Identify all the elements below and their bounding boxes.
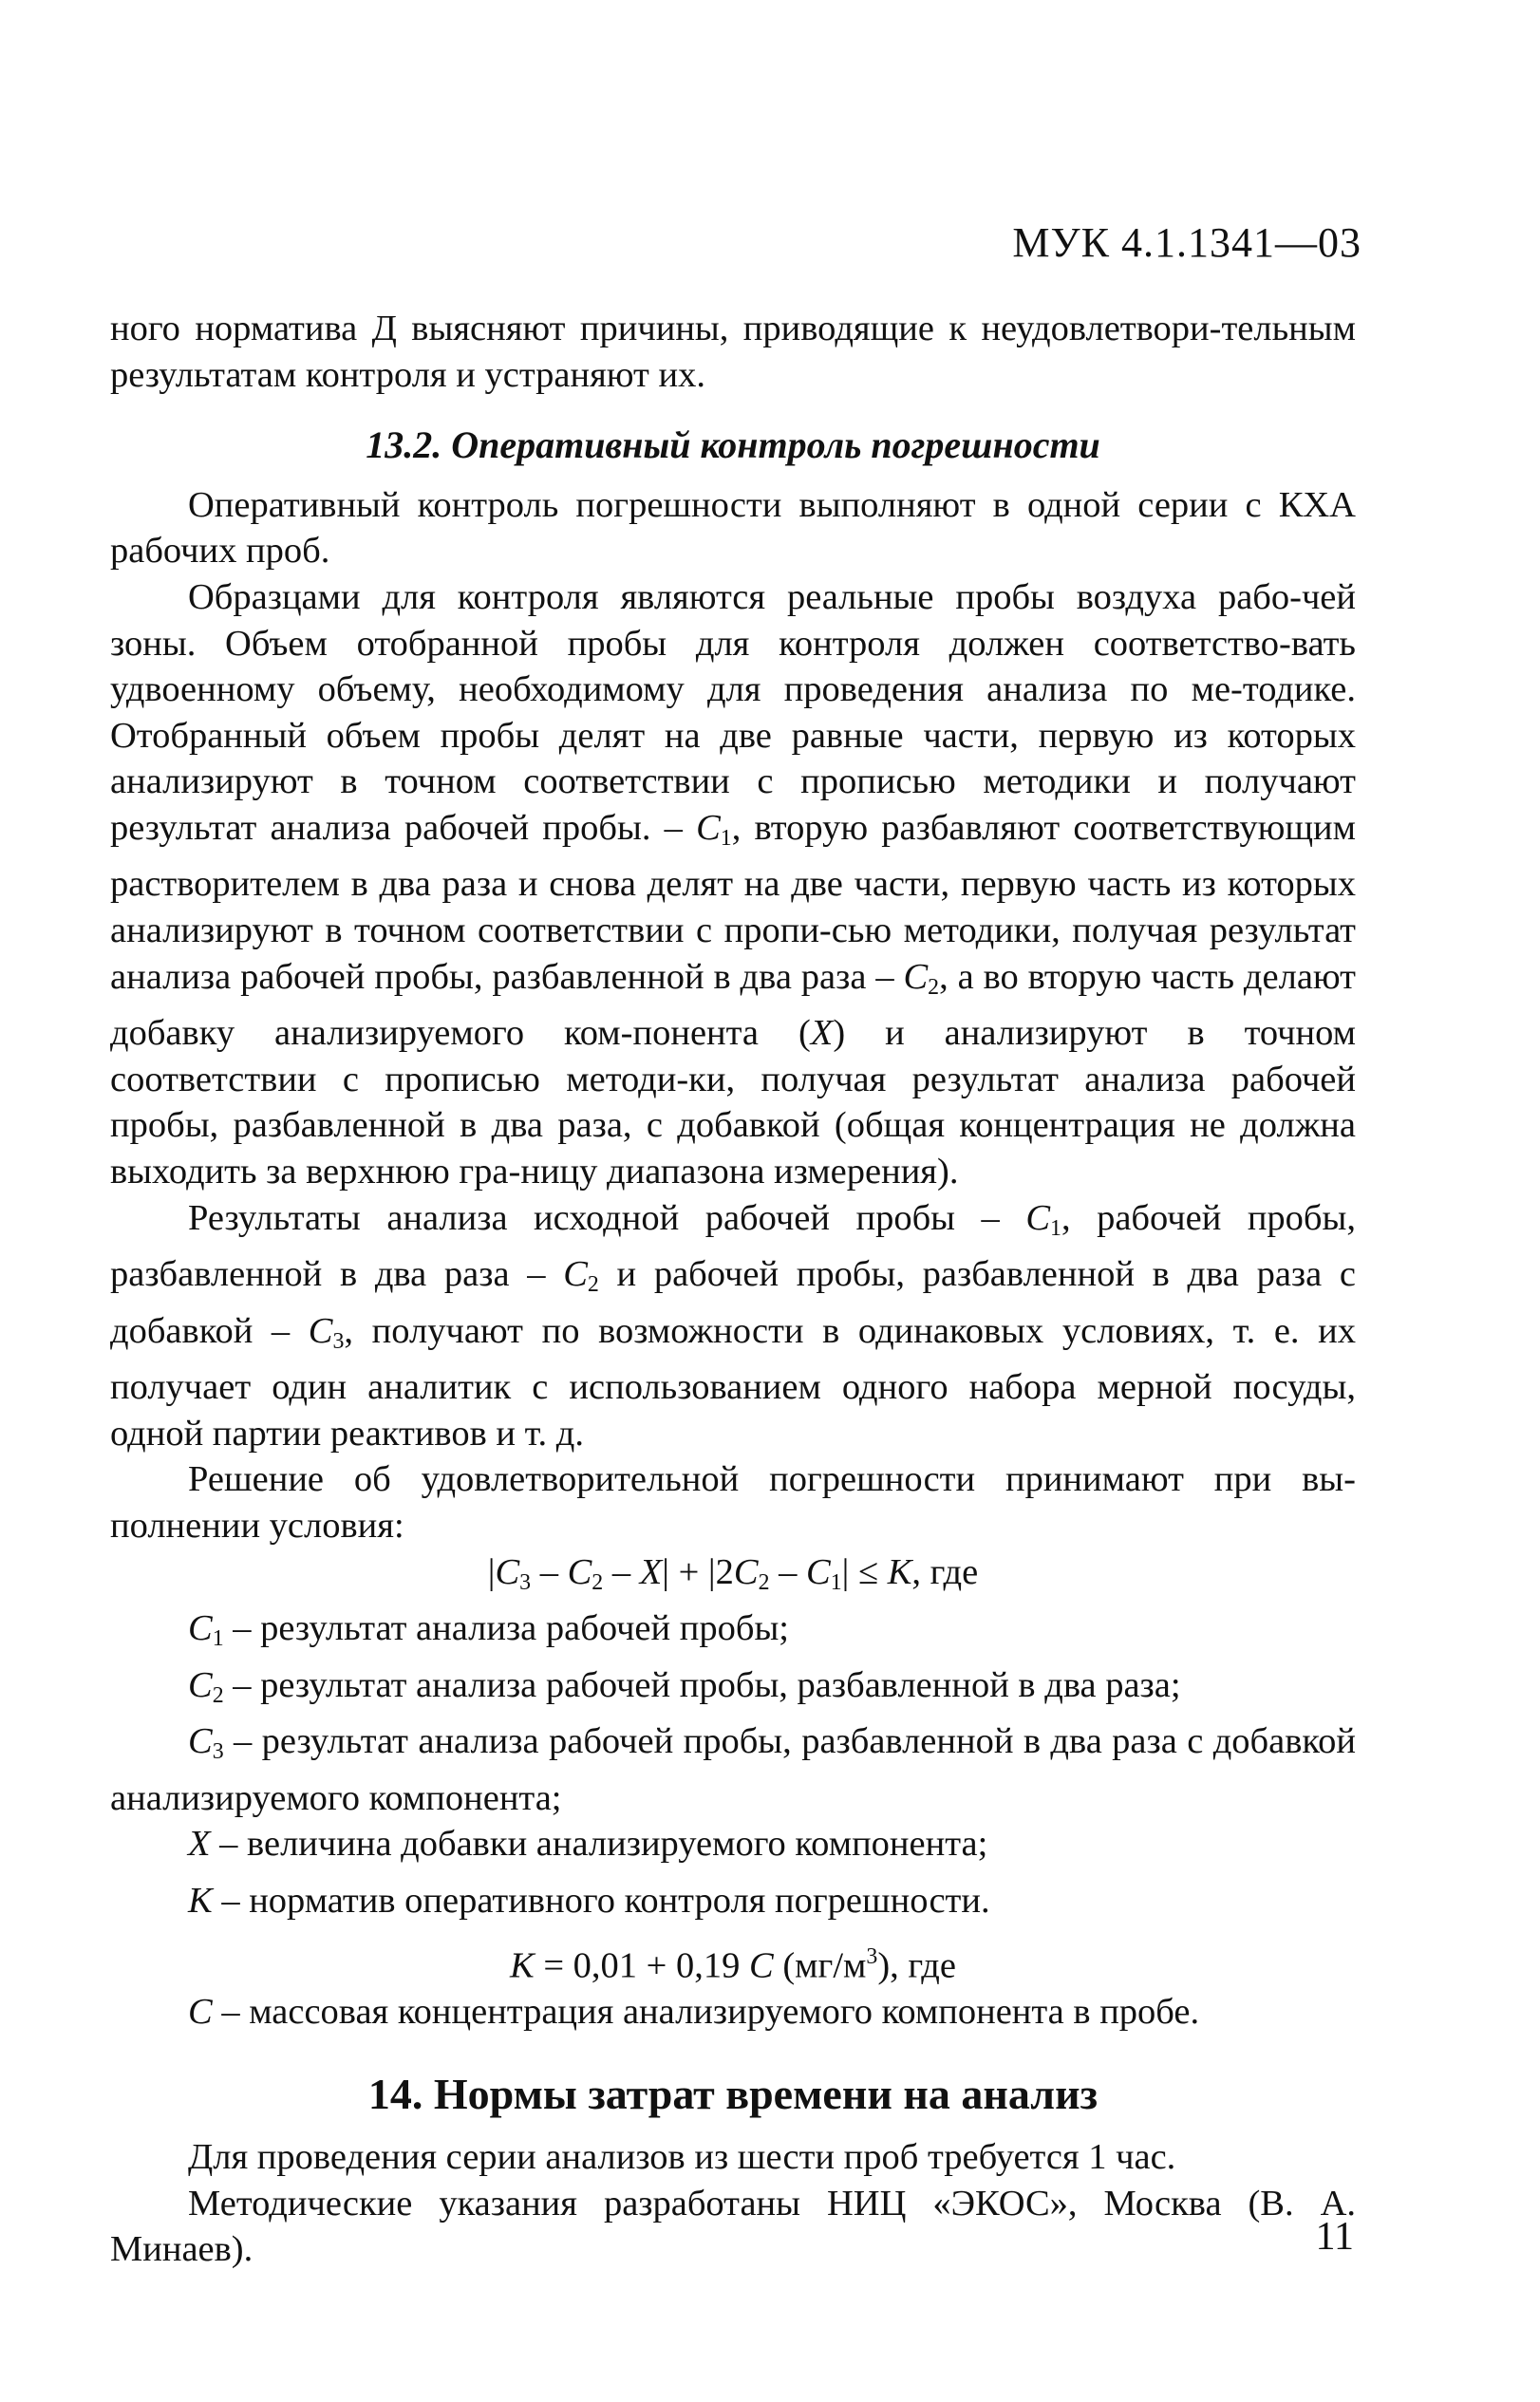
variable: C xyxy=(567,1551,592,1592)
text-fragment: , получают по возможности в одинаковых условиях, т. е. их получает один аналитик с использованием одного набора мерной посуды, одной партии реактивов и т. д. xyxy=(110,1310,1357,1454)
formula-part: (мг/м xyxy=(773,1945,867,1986)
formula-part: | ≤ xyxy=(841,1551,888,1592)
legend-item xyxy=(110,1878,1356,1935)
variable: C xyxy=(696,807,721,848)
paragraph-mass-concentration xyxy=(110,1989,1356,2036)
formula-part: = 0,01 + 0,19 xyxy=(534,1945,750,1986)
subscript: 3 xyxy=(212,1739,224,1765)
variable: C xyxy=(495,1551,520,1592)
subscript: 3 xyxy=(519,1569,532,1595)
variable: C xyxy=(188,1664,213,1705)
legend-item xyxy=(110,1821,1356,1878)
variable: C xyxy=(733,1551,759,1592)
formula-part: ), где xyxy=(877,1945,956,1986)
paragraph-continuation: ного норматива Д выясняют причины, приводящие к неудовлетвори-тельным результатам контроля и устраняют их. xyxy=(110,309,1356,395)
subscript: 1 xyxy=(720,825,732,851)
variable: X xyxy=(639,1551,663,1592)
variable: K xyxy=(510,1945,535,1986)
superscript: 3 xyxy=(866,1944,878,1970)
formula-part: , где xyxy=(911,1551,979,1592)
formula-part: | + |2 xyxy=(662,1551,734,1592)
legend-list xyxy=(110,1605,1356,1934)
variable: C xyxy=(188,1992,213,2033)
formula-part: – xyxy=(769,1551,807,1592)
legend-text: – результат анализа рабочей пробы, разбавленной в два раза; xyxy=(223,1664,1181,1705)
subscript: 1 xyxy=(1050,1215,1061,1241)
subscript: 1 xyxy=(212,1626,224,1652)
legend-text: – норматив оперативного контроля погрешности. xyxy=(212,1880,990,1921)
formula-part: | xyxy=(487,1551,496,1592)
section-heading-13-2: 13.2. Оперативный контроль погрешности xyxy=(366,423,1100,467)
variable: C xyxy=(563,1254,588,1295)
subscript: 2 xyxy=(592,1569,604,1595)
variable: K xyxy=(188,1880,213,1921)
formula-condition xyxy=(110,1549,1356,1606)
variable: C xyxy=(806,1551,831,1592)
paragraph-control-samples xyxy=(110,574,1356,1195)
paragraph-condition: Решение об удовлетворительной погрешности принимают при вы-полнении условия: xyxy=(110,1459,1356,1547)
text-fragment: , вторую разбавляют соответствующим растворителем в два раза и снова делят на две части, первую часть из которых анализируют в точном соответствии с пропи-сью методики, получая результат анализа рабочей пробы, разбавленной в два раза – xyxy=(110,807,1356,997)
legend-item xyxy=(110,1662,1356,1719)
text-fragment: Результаты анализа исходной рабочей пробы – xyxy=(188,1197,1026,1238)
paragraph-operational-control: Оперативный контроль погрешности выполняют в одной серии с КХА рабочих проб. xyxy=(110,484,1356,572)
text-fragment: , рабочей пробы, разбавленной в два раза – xyxy=(110,1197,1357,1295)
subscript: 2 xyxy=(587,1272,599,1298)
text-fragment: ) и анализируют в точном соответствии с прописью методи-ки, получая результат анализа рабочей пробы, разбавленной в два раза, с добавкой (общая концентрация не должна выходить за верхнюю гра-ницу диапазона измерения). xyxy=(110,1013,1356,1192)
paragraph-time-norm: Для проведения серии анализов из шести проб требуется 1 час. xyxy=(188,2136,1176,2177)
legend-item xyxy=(110,1605,1356,1662)
variable: X xyxy=(188,1824,211,1865)
variable: C xyxy=(188,1608,213,1649)
subscript: 1 xyxy=(830,1569,842,1595)
variable: C xyxy=(188,1721,213,1762)
legend-text: – результат анализа рабочей пробы; xyxy=(223,1608,790,1649)
formula-part: – xyxy=(531,1551,568,1592)
formula-norm xyxy=(110,1934,1356,1989)
subscript: 2 xyxy=(212,1682,224,1708)
variable: X xyxy=(810,1013,834,1054)
text-fragment: , а во вторую часть делают добавку анализируемого ком-понента ( xyxy=(110,956,1356,1054)
page-number: 11 xyxy=(1315,2215,1354,2259)
variable: K xyxy=(887,1551,912,1592)
subscript: 3 xyxy=(332,1328,345,1354)
text-fragment: и рабочей пробы, разбавленной в два раза с добавкой – xyxy=(110,1254,1356,1351)
legend-text: – результат анализа рабочей пробы, разбавленной в два раза с добавкой анализируемого компонента; xyxy=(110,1721,1356,1818)
paragraph-results xyxy=(110,1195,1356,1457)
variable: C xyxy=(1025,1197,1050,1238)
text-fragment: – массовая концентрация анализируемого компонента в пробе. xyxy=(212,1992,1200,2033)
paragraph-authors: Методические указания разработаны НИЦ «ЭКОС», Москва (В. А. Минаев). xyxy=(110,2183,1356,2270)
document-body xyxy=(110,306,1356,2273)
subscript: 2 xyxy=(758,1569,770,1595)
section-heading-14: 14. Нормы затрат времени на анализ xyxy=(367,2069,1099,2118)
variable: C xyxy=(308,1310,333,1351)
document-code: МУК 4.1.1341—03 xyxy=(1012,219,1362,266)
formula-part: – xyxy=(603,1551,640,1592)
variable: C xyxy=(749,1945,774,1986)
text-fragment: Образцами для контроля являются реальные пробы воздуха рабо-чей зоны. Объем отобранной пробы для контроля должен соответство-вать удвоенному объему, необходимому для проведения анализа по ме-тодике. Отобранный объем пробы делят на две равные части, первую из которых анализируют в точном соответствии с прописью методики и получают результат анализа рабочей пробы. – xyxy=(110,576,1356,848)
subscript: 2 xyxy=(928,974,940,1000)
legend-item xyxy=(110,1718,1356,1821)
variable: C xyxy=(903,956,929,997)
legend-text: – величина добавки анализируемого компонента; xyxy=(210,1824,988,1865)
